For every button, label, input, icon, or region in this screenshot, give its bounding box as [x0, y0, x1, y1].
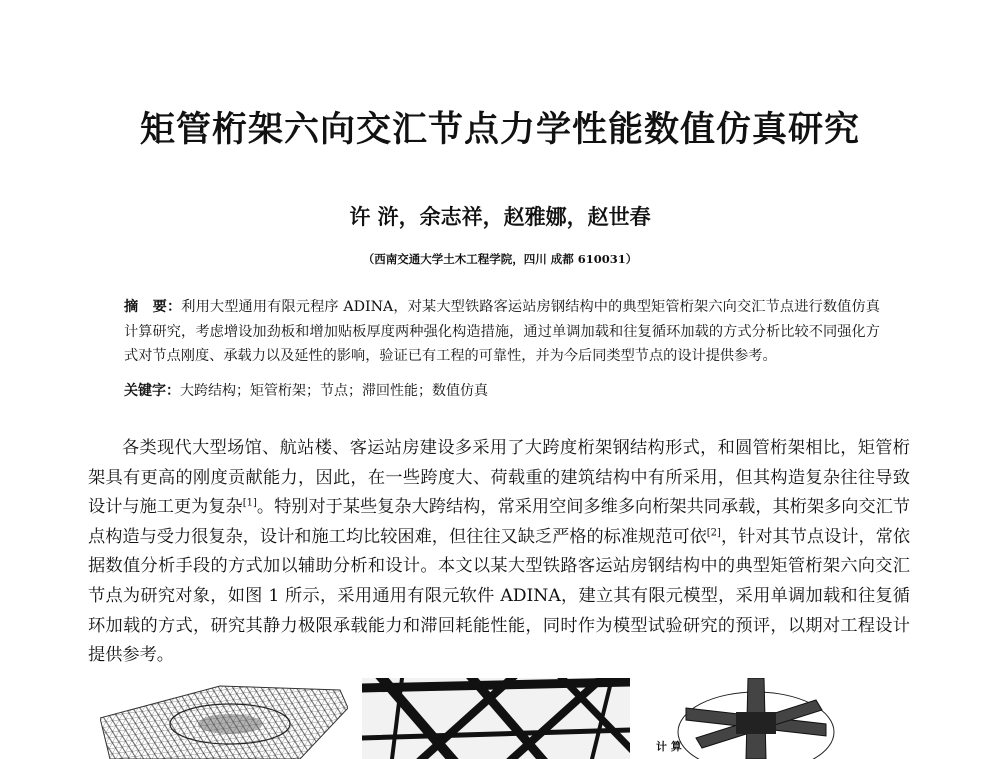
body-paragraph: [88, 434, 910, 671]
abstract-label: 摘 要：: [124, 299, 182, 315]
body-text-part1: 各类现代大型场馆、航站楼、客运站房建设多采用了大跨度桁架钢结构形式，和圆管桁架相比，矩管桁架具有更高的刚度贡献能力，因此，在一些跨度大、荷载重的建筑结构中有所采用，但其构造复杂往往导致设计与施工更为复杂: [88, 438, 910, 518]
paper-title: 矩管桁架六向交汇节点力学性能数值仿真研究: [139, 109, 860, 150]
figure-label: 计 算: [656, 740, 682, 753]
body-text-part3: ，针对其节点设计，常依据数值分析手段的方式加以辅助分析和设计。本文以某大型铁路客运站房钢结构中的典型矩管桁架六向交汇节点为研究对象，如图 1 所示，采用通用有限元软件 ADINA，建立其有限元模型，采用单调加载和往复循环加载的方式，研究其静力极限承载能力和滞回耗能性能，同时作为模型试验研究的预评，以期对工程设计提供参考。: [88, 526, 911, 666]
citation-2: [2]: [706, 527, 721, 539]
author-list: 许 浒，余志祥，赵雅娜，赵世春: [349, 204, 651, 229]
body-text-part2: 。特别对于某些复杂大跨结构，常采用空间多维多向桁架共同承载，其桁架多向交汇节点构造与受力很复杂，设计和施工均比较困难，但往往又缺乏严格的标准规范可依: [88, 497, 911, 547]
citation-1: [1]: [242, 497, 257, 509]
figure-fe-mesh: [100, 678, 348, 759]
keywords-label: 关键字：: [124, 383, 180, 399]
affiliation: （西南交通大学土木工程学院，四川 成都 610031）: [362, 252, 638, 266]
keywords: [124, 379, 880, 403]
abstract-text: 利用大型通用有限元程序 ADINA，对某大型铁路客运站房钢结构中的典型矩管桁架六向交汇节点进行数值仿真计算研究，考虑增设加劲板和增加贴板厚度两种强化构造措施，通过单调加载和往复循环加载的方式分析比较不同强化方式对节点刚度、承载力以及延性的影响，验证已有工程的可靠性，并为今后同类型节点的设计提供参考。: [124, 299, 880, 364]
figure-joint-model: [656, 678, 856, 759]
figure-truss-photo: [362, 678, 630, 759]
keywords-text: 大跨结构；矩管桁架；节点；滞回性能；数值仿真: [180, 383, 488, 399]
abstract: [124, 295, 880, 369]
